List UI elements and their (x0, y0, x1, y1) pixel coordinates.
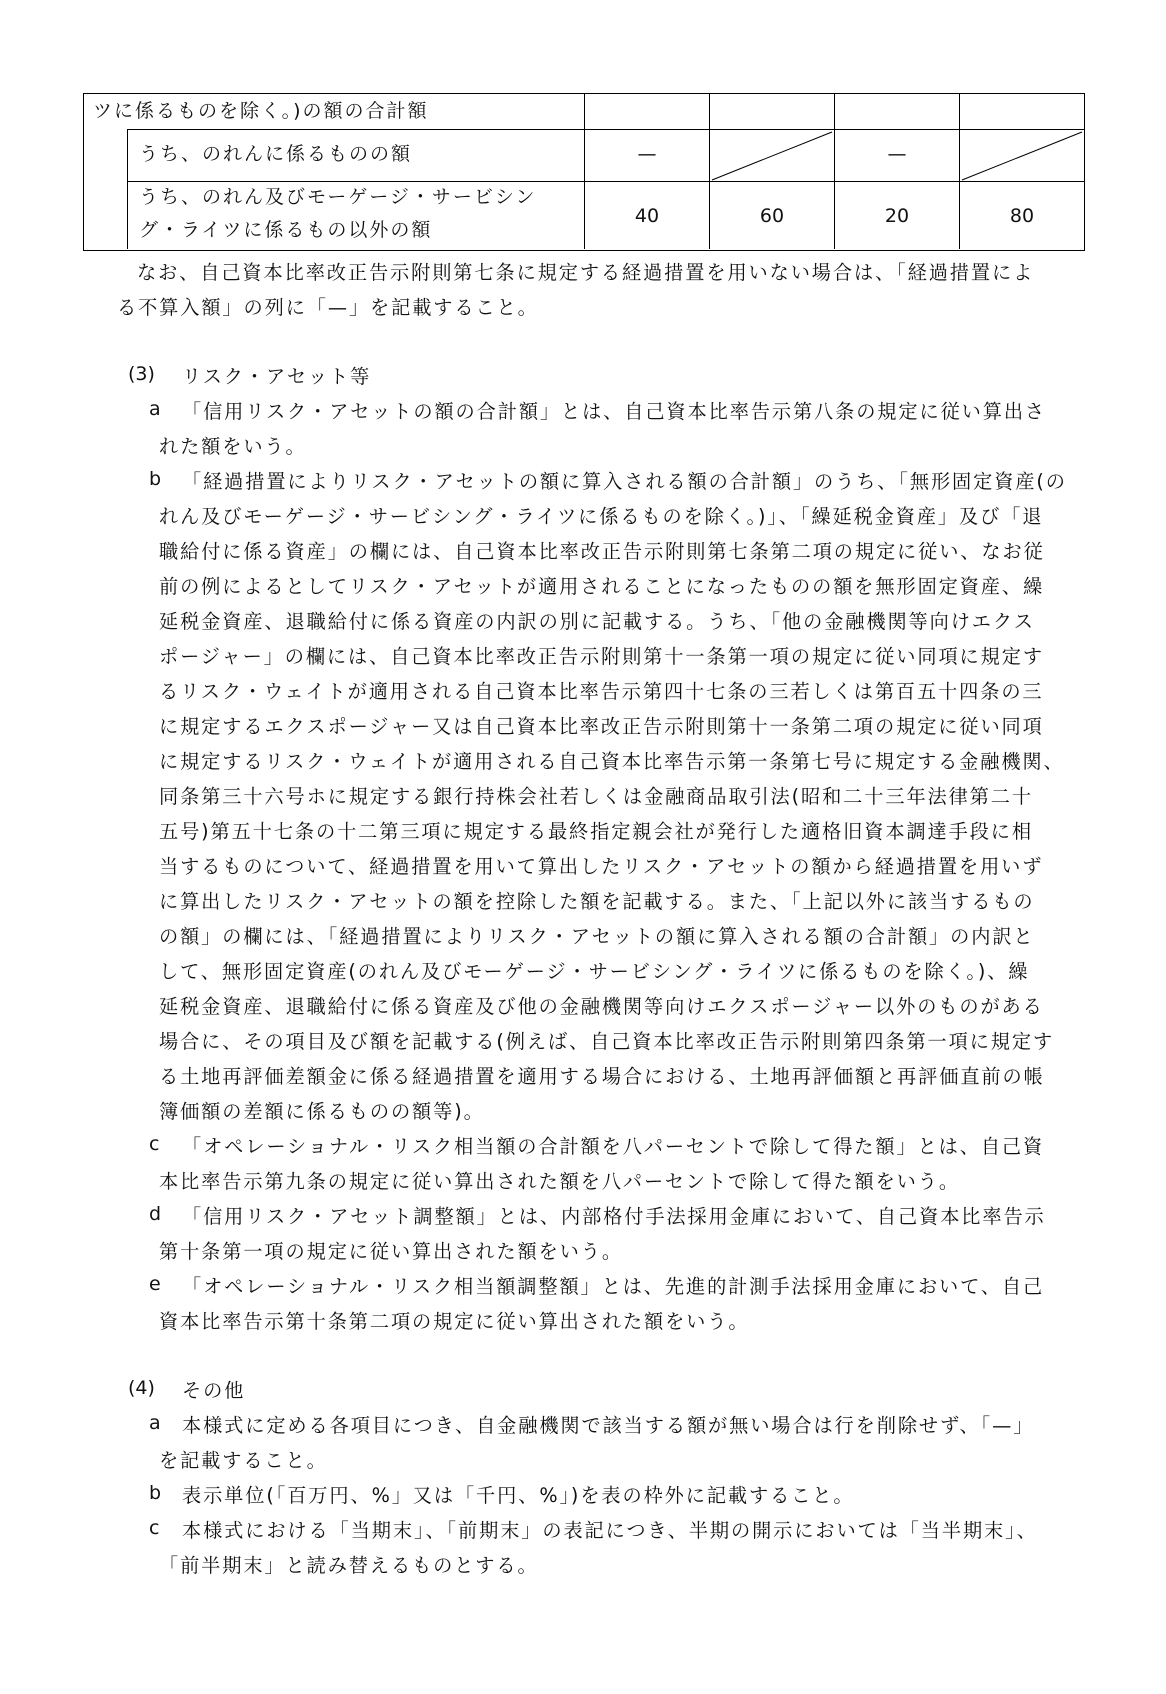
note-line: る不算入額」の列に「—」を記載すること。 (117, 296, 539, 319)
table-cell: 60 (759, 205, 785, 227)
section-heading: リスク・アセット等 (182, 365, 372, 388)
paragraph-line: るリスク・ウェイトが適用される自己資本比率告示第四十七条の三若しくは第百五十四条の三 (159, 680, 1044, 703)
paragraph-line: に規定するエクスポージャー又は自己資本比率改正告示附則第十一条第二項の規定に従い同項 (159, 715, 1044, 738)
paragraph-line: れた額をいう。 (159, 435, 307, 458)
table-row-label: ツに係るものを除く。)の額の合計額 (93, 100, 429, 122)
paragraph-line: 職給付に係る資産」の欄には、自己資本比率改正告示附則第七条第二項の規定に従い、なお従 (159, 540, 1045, 563)
diagonal-slash (710, 130, 834, 181)
section-number: (4) (128, 1377, 155, 1399)
table-cell: — (637, 143, 657, 165)
paragraph-line: 延税金資産、退職給付に係る資産及び他の金融機関等向けエクスポージャー以外のものがある (159, 995, 1044, 1018)
paragraph-line: れん及びモーゲージ・サービシング・ライツに係るものを除く。)」、「繰延税金資産」及び「退 (159, 505, 1044, 528)
paragraph-line: 表示単位(「百万円、%」又は「千円、%」)を表の枠外に記載すること。 (182, 1484, 855, 1507)
item-marker: c (149, 1133, 160, 1155)
item-marker: d (149, 1203, 162, 1225)
paragraph-line: 本様式に定める各項目につき、自金融機関で該当する額が無い場合は行を削除せず、「—」 (182, 1414, 1035, 1437)
table-row-label: うち、のれん及びモーゲージ・サービシン (139, 186, 537, 208)
paragraph-line: を記載すること。 (159, 1449, 328, 1472)
item-marker: e (149, 1273, 161, 1295)
paragraph-line: 五号)第五十七条の十二第三項に規定する最終指定親会社が発行した適格旧資本調達手段に相 (159, 820, 1033, 843)
table-cell: 40 (634, 205, 660, 227)
paragraph-line: 「オペレーショナル・リスク相当額調整額」とは、先進的計測手法採用金庫において、自己 (182, 1275, 1045, 1298)
paragraph-line: に算出したリスク・アセットの額を控除した額を記載する。また、「上記以外に該当するもの (159, 890, 1035, 913)
table-row-line (127, 129, 1084, 130)
table-cell: — (887, 143, 907, 165)
paragraph-line: 「オペレーショナル・リスク相当額の合計額を八パーセントで除して得た額」とは、自己資 (182, 1135, 1045, 1158)
paragraph-line: 前の例によるとしてリスク・アセットが適用されることになったものの額を無形固定資産、繰 (159, 575, 1045, 598)
paragraph-line: 「経過措置によりリスク・アセットの額に算入される額の合計額」のうち、「無形固定資産(の (182, 470, 1067, 493)
item-marker: b (149, 468, 162, 490)
table-row-label: グ・ライツに係るもの以外の額 (139, 219, 433, 241)
paragraph-line: 簿価額の差額に係るものの額等)。 (159, 1100, 485, 1123)
paragraph-line: 「信用リスク・アセットの額の合計額」とは、自己資本比率告示第八条の規定に従い算出さ (182, 400, 1047, 423)
paragraph-line: 本様式における「当期末」、「前期末」の表記につき、半期の開示においては「当半期末」、 (182, 1519, 1038, 1542)
item-marker: b (149, 1482, 162, 1504)
paragraph-line: 資本比率告示第十条第二項の規定に従い算出された額をいう。 (159, 1310, 750, 1333)
capital-table (83, 93, 1085, 251)
item-marker: c (149, 1517, 160, 1539)
paragraph-line: 第十条第一項の規定に従い算出された額をいう。 (159, 1240, 623, 1263)
paragraph-line: 本比率告示第九条の規定に従い算出された額を八パーセントで除して得た額をいう。 (159, 1170, 960, 1193)
paragraph-line: して、無形固定資産(のれん及びモーゲージ・サービシング・ライツに係るものを除く。)、繰 (159, 960, 1030, 983)
paragraph-line: の額」の欄には、「経過措置によりリスク・アセットの額に算入される額の合計額」の内訳と (159, 925, 1035, 948)
section-number: (3) (128, 363, 155, 385)
paragraph-line: 同条第三十六号ホに規定する銀行持株会社若しくは金融商品取引法(昭和二十三年法律第二十 (159, 785, 1033, 808)
paragraph-line: 「信用リスク・アセット調整額」とは、内部格付手法採用金庫において、自己資本比率告示 (182, 1205, 1046, 1228)
paragraph-line: る土地再評価差額金に係る経過措置を適用する場合における、土地再評価額と再評価直前の帳 (159, 1065, 1045, 1088)
paragraph-line: 場合に、その項目及び額を記載する(例えば、自己資本比率改正告示附則第四条第一項に規定す (159, 1030, 1055, 1053)
paragraph-line: 延税金資産、退職給付に係る資産の内訳の別に記載する。うち、「他の金融機関等向けエクス (159, 610, 1035, 633)
table-cell: 80 (1009, 205, 1035, 227)
table-row-label: うち、のれんに係るものの額 (139, 143, 413, 165)
item-marker: a (149, 1412, 161, 1434)
diagonal-slash (960, 130, 1084, 181)
paragraph-line: 「前半期末」と読み替えるものとする。 (159, 1554, 539, 1577)
table-cell: 20 (884, 205, 910, 227)
table-indent-line (127, 129, 128, 249)
paragraph-line: に規定するリスク・ウェイトが適用される自己資本比率告示第一条第七号に規定する金融機関、 (159, 750, 1065, 773)
paragraph-line: ポージャー」の欄には、自己資本比率改正告示附則第十一条第一項の規定に従い同項に規定す (159, 645, 1044, 668)
item-marker: a (149, 398, 161, 420)
section-heading: その他 (182, 1379, 246, 1402)
paragraph-line: 当するものについて、経過措置を用いて算出したリスク・アセットの額から経過措置を用いず (159, 855, 1044, 878)
note-line: なお、自己資本比率改正告示附則第七条に規定する経過措置を用いない場合は、「経過措置によ (137, 261, 1035, 284)
